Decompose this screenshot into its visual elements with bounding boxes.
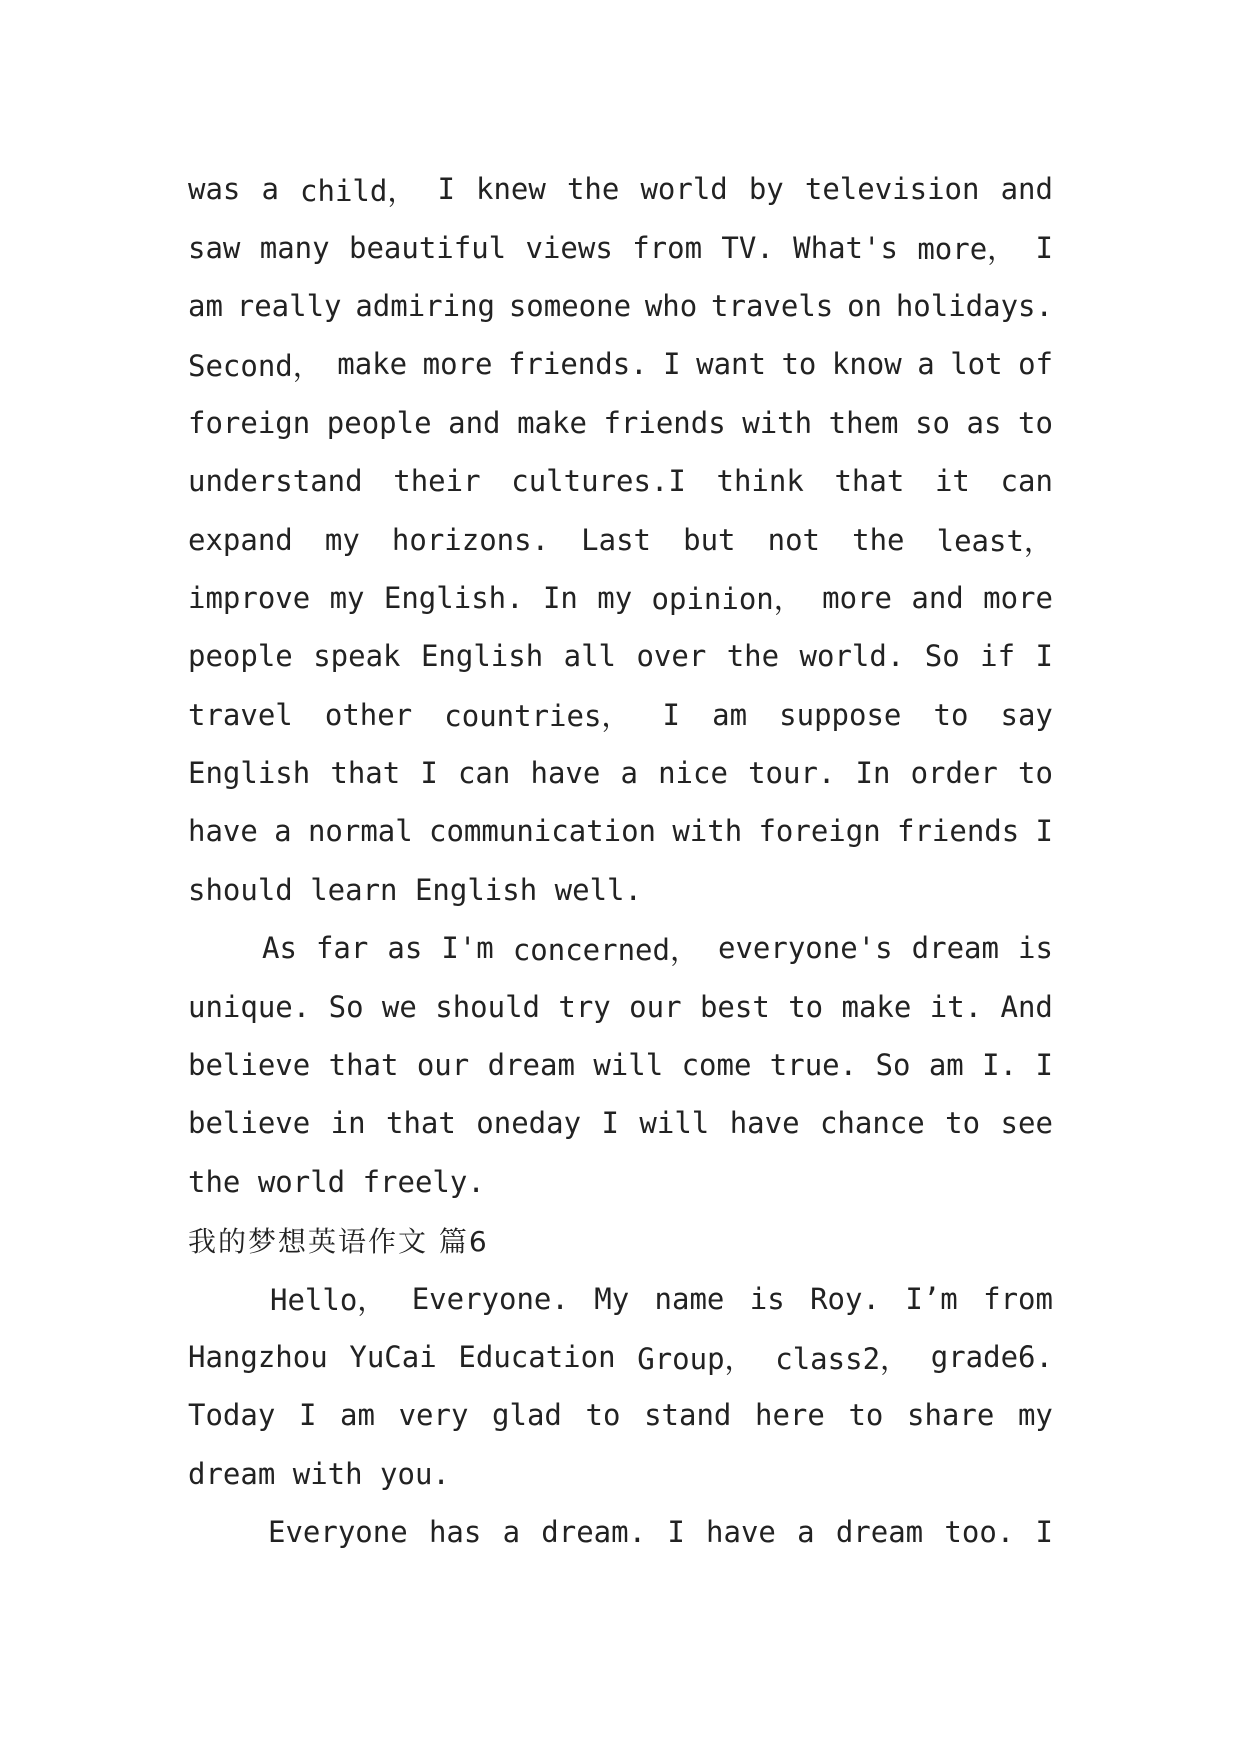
text-word: dream xyxy=(911,931,999,966)
text-word: more xyxy=(822,580,892,615)
text-word: holidays. xyxy=(895,288,1053,323)
text-word: by xyxy=(748,172,784,207)
text-word: I. xyxy=(982,1048,1018,1083)
text-word: true. xyxy=(769,1048,858,1083)
text-word: my xyxy=(597,580,633,615)
text-word: to xyxy=(1018,756,1053,791)
text-word: a xyxy=(502,1515,521,1550)
text-word: it xyxy=(934,464,970,499)
text-word: So xyxy=(875,1048,911,1083)
text-word: I xyxy=(1035,1515,1053,1550)
text-line xyxy=(188,1036,1053,1094)
text-word: can xyxy=(457,756,511,791)
essay-text xyxy=(188,160,1053,1561)
text-word: TV. xyxy=(721,230,774,265)
text-line xyxy=(188,1269,1053,1327)
text-word: that xyxy=(386,1106,456,1141)
text-word: YuCai xyxy=(349,1340,437,1374)
text-word: travels xyxy=(711,288,834,323)
text-word: In xyxy=(542,580,578,615)
text-word: chance xyxy=(819,1106,925,1141)
text-word: So xyxy=(328,989,364,1024)
text-line xyxy=(188,160,1053,218)
text-word: In xyxy=(855,756,891,791)
text-word: the xyxy=(852,522,905,557)
text-word: Today xyxy=(188,1398,276,1433)
text-line xyxy=(188,510,1053,568)
text-word: Everyone. xyxy=(411,1281,569,1316)
text-word: my xyxy=(324,522,360,557)
text-word: least， xyxy=(936,524,1053,559)
text-word: will xyxy=(593,1048,664,1083)
text-word: glad xyxy=(492,1398,562,1433)
text-word: come xyxy=(681,1048,752,1083)
text-line xyxy=(188,218,1053,276)
text-word: dream xyxy=(835,1515,924,1550)
text-word: friends xyxy=(603,405,726,440)
text-word: Second， xyxy=(188,348,322,383)
text-word: the xyxy=(566,172,620,207)
text-word: other xyxy=(324,697,413,732)
text-word: Roy. xyxy=(810,1281,880,1316)
text-word: in xyxy=(330,1106,366,1141)
text-word: that xyxy=(330,756,401,791)
text-word: What's xyxy=(793,230,898,265)
text-line xyxy=(188,1386,1053,1444)
text-word: knew xyxy=(476,172,546,207)
text-word: think xyxy=(716,464,804,499)
text-word: has xyxy=(428,1515,482,1550)
text-word: normal xyxy=(307,814,413,849)
text-word: I xyxy=(667,1515,685,1550)
text-word: here xyxy=(755,1398,825,1433)
text-word: am xyxy=(188,288,223,323)
text-word: foreign xyxy=(188,405,311,440)
text-word: understand xyxy=(188,464,363,499)
text-word: we xyxy=(381,989,417,1024)
text-word: So xyxy=(924,639,960,674)
text-word: to xyxy=(788,989,824,1024)
text-word: a xyxy=(797,1515,815,1550)
text-word: of xyxy=(1018,347,1053,382)
text-word: from xyxy=(983,1281,1053,1316)
text-word: all xyxy=(563,639,616,674)
text-line xyxy=(188,627,1053,685)
text-word: have xyxy=(530,756,601,791)
text-word: dream xyxy=(487,1048,575,1083)
text-word: is xyxy=(749,1281,785,1316)
text-word: to xyxy=(781,347,817,382)
text-word: Hello， xyxy=(270,1283,387,1318)
text-word: the xyxy=(726,639,780,674)
text-word: have xyxy=(188,814,258,849)
text-word: with xyxy=(742,405,813,440)
text-word: very xyxy=(398,1398,469,1433)
text-word: as xyxy=(387,931,423,966)
text-word: cultures.I xyxy=(511,464,686,499)
text-word: grade6. xyxy=(930,1340,1053,1374)
text-word: Everyone xyxy=(268,1515,408,1550)
text-line xyxy=(188,1094,1053,1152)
text-word: should xyxy=(435,989,540,1024)
text-word: My xyxy=(594,1281,630,1316)
text-word: and xyxy=(1000,172,1053,207)
text-word: people xyxy=(326,405,432,440)
text-word: nice xyxy=(658,756,728,791)
text-word: speak xyxy=(313,639,401,674)
text-word: horizons. xyxy=(391,522,550,557)
text-word: oneday xyxy=(476,1106,582,1141)
text-word: friends xyxy=(897,814,1020,849)
text-word: people xyxy=(188,639,293,674)
text-line xyxy=(188,744,1053,802)
text-word: to xyxy=(585,1398,621,1433)
text-line xyxy=(188,277,1053,335)
text-word: over xyxy=(636,639,707,674)
text-word: best xyxy=(699,989,770,1024)
text-line xyxy=(188,1328,1053,1386)
text-line xyxy=(188,335,1053,393)
text-word: dream with you. xyxy=(188,1456,450,1491)
text-word: television xyxy=(804,172,980,207)
text-word: someone xyxy=(508,288,632,323)
text-word: English xyxy=(420,639,544,674)
text-word: views xyxy=(525,230,613,265)
text-word: the world freely. xyxy=(188,1164,485,1199)
text-word: Hangzhou xyxy=(188,1340,328,1374)
text-word: it. xyxy=(929,989,983,1024)
text-word: share xyxy=(907,1398,995,1433)
text-word: a xyxy=(274,814,292,849)
text-word: I xyxy=(662,697,681,732)
text-word: to xyxy=(945,1106,981,1141)
text-word: should learn English well. xyxy=(188,872,642,907)
text-line xyxy=(188,569,1053,627)
text-word: is xyxy=(1018,931,1053,966)
text-word: not xyxy=(767,522,820,557)
text-word: more xyxy=(983,580,1053,615)
text-word: my xyxy=(329,580,365,615)
text-word: make xyxy=(517,405,587,440)
text-word: beautiful xyxy=(348,230,507,265)
text-word: them xyxy=(828,405,899,440)
text-word: their xyxy=(393,464,481,499)
text-word: a xyxy=(917,347,935,382)
text-word: many xyxy=(259,230,330,265)
text-word: suppose xyxy=(779,697,902,732)
text-word: will xyxy=(639,1106,710,1141)
text-word: world xyxy=(640,172,728,207)
text-word: saw xyxy=(188,230,241,265)
text-word: English xyxy=(188,756,311,791)
text-line xyxy=(188,1503,1053,1561)
text-word: I xyxy=(601,1106,619,1141)
text-word: I xyxy=(663,347,681,382)
text-word: opinion， xyxy=(651,582,803,617)
section-heading xyxy=(188,1211,1053,1269)
text-word: to xyxy=(933,697,969,732)
text-word: As xyxy=(262,931,297,966)
text-word: that xyxy=(328,1048,399,1083)
text-word: with xyxy=(672,814,743,849)
text-word: I xyxy=(298,1398,317,1433)
text-word: am xyxy=(712,697,748,732)
text-word: too. xyxy=(944,1515,1015,1550)
text-word: believe xyxy=(188,1048,311,1083)
text-word: am xyxy=(928,1048,964,1083)
text-word: And xyxy=(1000,989,1053,1024)
text-word: that xyxy=(834,464,905,499)
text-word: am xyxy=(340,1398,375,1433)
text-word: I'm xyxy=(441,931,494,966)
text-word: class2， xyxy=(775,1341,910,1376)
text-word: concerned， xyxy=(512,932,699,967)
text-word: far xyxy=(315,931,369,966)
text-word: if xyxy=(980,639,1016,674)
text-word: stand xyxy=(644,1398,732,1433)
text-word: believe xyxy=(188,1106,311,1141)
text-word: to xyxy=(1018,405,1053,440)
text-word: I xyxy=(437,172,455,207)
text-word: I xyxy=(1035,1048,1053,1083)
text-word: Group， xyxy=(637,1341,754,1376)
text-word: our xyxy=(629,989,682,1024)
text-word: make xyxy=(841,989,912,1024)
text-word: friends. xyxy=(507,347,648,382)
text-word: really xyxy=(236,288,342,323)
text-line xyxy=(188,1153,1053,1211)
text-word: lot xyxy=(950,347,1003,382)
text-line xyxy=(188,452,1053,510)
text-word: as xyxy=(966,405,1002,440)
text-word: child， xyxy=(300,173,417,208)
text-word: I xyxy=(1035,814,1053,849)
text-word: order xyxy=(910,756,998,791)
text-word: I xyxy=(1035,639,1053,674)
text-word: Last xyxy=(581,522,651,557)
text-word: but xyxy=(683,522,736,557)
text-word: a xyxy=(261,172,279,207)
text-line xyxy=(188,1445,1053,1503)
text-word: see xyxy=(1000,1106,1053,1141)
text-word: want xyxy=(696,347,766,382)
text-word: to xyxy=(848,1398,884,1433)
text-word: try xyxy=(558,989,611,1024)
text-word: have xyxy=(706,1515,776,1550)
text-word: a xyxy=(620,756,638,791)
text-word: Education xyxy=(458,1340,616,1374)
text-word: and xyxy=(448,405,501,440)
text-word: know xyxy=(831,347,902,382)
text-word: have xyxy=(729,1106,800,1141)
text-word: countries， xyxy=(444,699,631,734)
text-word: my xyxy=(1017,1398,1053,1433)
text-word: say xyxy=(1000,697,1053,732)
text-line xyxy=(188,861,1053,919)
text-word: on xyxy=(847,288,882,323)
text-line xyxy=(188,919,1053,977)
text-word: I xyxy=(420,756,438,791)
text-word: from xyxy=(632,230,703,265)
text-word: name xyxy=(654,1281,725,1316)
text-line xyxy=(188,686,1053,744)
text-word: expand xyxy=(188,522,293,557)
text-word: everyone's xyxy=(718,931,893,966)
text-word: so xyxy=(915,405,950,440)
text-word: more xyxy=(422,347,493,382)
text-word: and xyxy=(911,580,964,615)
text-word: can xyxy=(1000,464,1053,499)
text-word: dream. xyxy=(541,1515,647,1550)
text-word: world. xyxy=(799,639,905,674)
text-word: our xyxy=(416,1048,470,1083)
text-word: more， xyxy=(917,232,1017,267)
text-word: I’m xyxy=(905,1281,958,1316)
text-word: unique. xyxy=(188,989,311,1024)
text-word: was xyxy=(188,172,241,207)
text-line xyxy=(188,802,1053,860)
text-line xyxy=(188,394,1053,452)
text-word: 我的梦想英语作文 篇6 xyxy=(188,1225,489,1259)
text-line xyxy=(188,977,1053,1035)
text-word: who xyxy=(644,288,698,323)
text-word: tour. xyxy=(748,756,836,791)
text-word: English. xyxy=(383,580,524,615)
text-word: I xyxy=(1035,230,1053,265)
text-word: improve xyxy=(188,580,311,615)
text-word: travel xyxy=(188,697,293,732)
text-word: make xyxy=(337,347,408,382)
text-word: admiring xyxy=(355,288,495,323)
text-word: foreign xyxy=(758,814,881,849)
text-word: communication xyxy=(429,814,656,849)
